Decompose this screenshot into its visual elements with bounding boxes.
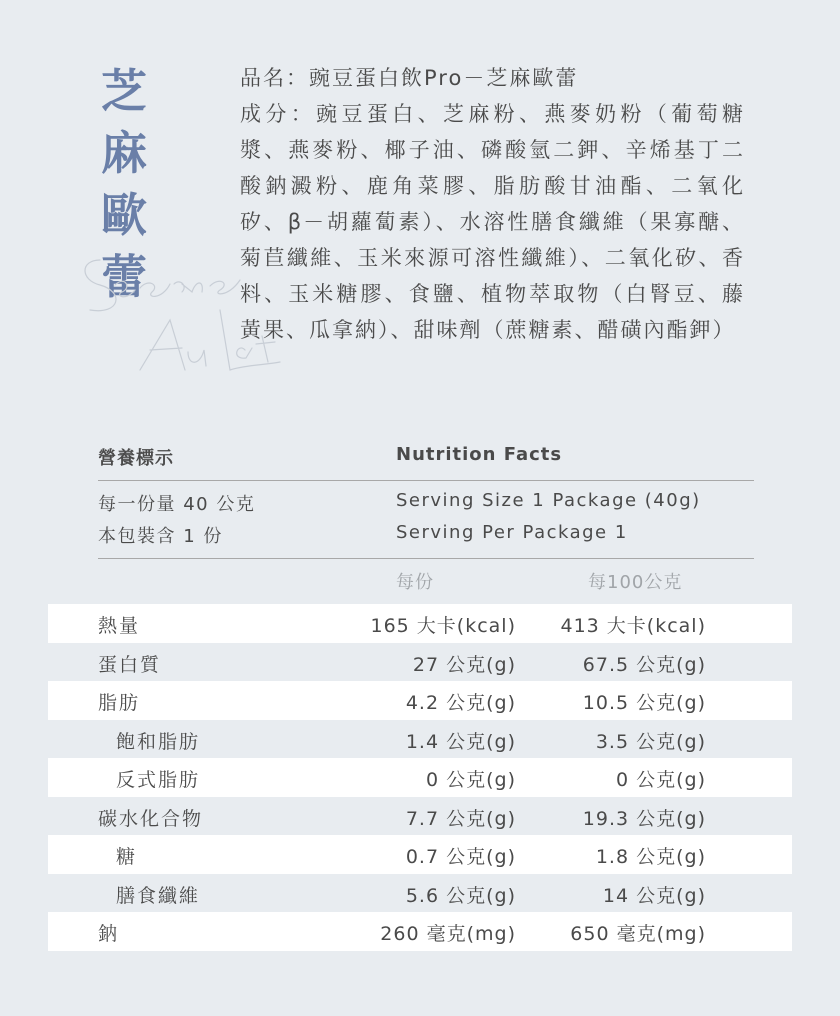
serving-info: [98, 482, 754, 559]
value-per-100g: 413 大卡(kcal): [560, 615, 706, 637]
nutrition-title-en: Nutrition Facts: [396, 444, 563, 465]
table-row: [48, 835, 792, 874]
value-per-100g: 0 公克(g): [615, 769, 706, 791]
nutrient-name: 糖: [116, 846, 138, 868]
nutrient-name: 飽和脂肪: [116, 730, 201, 753]
serving-size-zh: 每一份量 40 公克: [98, 494, 256, 515]
value-per-serving: 27 公克(g): [412, 653, 516, 676]
title-char: 芝: [101, 64, 147, 118]
table-row: [48, 681, 792, 720]
servings-en: Serving Per Package 1: [396, 522, 628, 543]
table-row: [48, 912, 792, 951]
value-per-serving: 260 毫克(mg): [380, 923, 516, 945]
title-char: 麻: [101, 126, 147, 180]
nutrition-table: [48, 604, 792, 951]
value-per-serving: 0 公克(g): [425, 769, 516, 791]
composition-text: 成分：豌豆蛋白、芝麻粉、燕麥奶粉（葡萄糖漿、燕麥粉、椰子油、磷酸氫二鉀、辛烯基丁二酸鈉澱粉、鹿角菜膠、脂肪酸甘油酯、二氧化矽、β－胡蘿蔔素）、水溶性膳食纖維（果寡醣、菊苣纖維、玉米來源可溶性纖維）、二氧化矽、香料、玉米糖膠、食鹽、植物萃取物（白腎豆、藤黃果、瓜拿納）、甜味劑（蔗糖素、醋磺內酯鉀）: [240, 102, 745, 342]
value-per-serving: 4.2 公克(g): [405, 692, 516, 714]
nutrient-name: 膳食纖維: [116, 884, 201, 907]
column-header-per-100g: 每100公克: [588, 572, 683, 593]
value-per-100g: 10.5 公克(g): [582, 692, 706, 714]
ingredients-block: [240, 60, 745, 348]
value-per-100g: 3.5 公克(g): [595, 730, 706, 753]
nutrient-name: 熱量: [98, 615, 141, 637]
serving-size-en: Serving Size 1 Package (40g): [396, 490, 701, 511]
value-per-serving: 7.7 公克(g): [405, 807, 516, 830]
value-per-serving: 5.6 公克(g): [405, 884, 516, 907]
table-row: [48, 720, 792, 759]
title-char: 歐: [101, 188, 147, 242]
column-header-per-serving: 每份: [396, 572, 434, 593]
value-per-serving: 165 大卡(kcal): [370, 615, 516, 637]
value-per-100g: 67.5 公克(g): [582, 653, 706, 676]
nutrient-name: 碳水化合物: [98, 807, 204, 830]
servings-zh: 本包裝含 1 份: [98, 526, 223, 547]
value-per-serving: 0.7 公克(g): [405, 846, 516, 868]
nutrition-title-zh: 營養標示: [98, 448, 174, 469]
table-row: [48, 758, 792, 797]
title-char: 蕾: [101, 250, 147, 304]
value-per-serving: 1.4 公克(g): [405, 730, 516, 753]
value-per-100g: 14 公克(g): [602, 884, 706, 907]
value-per-100g: 19.3 公克(g): [582, 807, 706, 830]
nutrient-name: 鈉: [98, 923, 120, 945]
table-row: [48, 797, 792, 836]
value-per-100g: 650 毫克(mg): [570, 923, 706, 945]
nutrient-name: 脂肪: [98, 692, 141, 714]
table-row: [48, 874, 792, 913]
nutrition-header: [98, 438, 754, 481]
value-per-100g: 1.8 公克(g): [595, 846, 706, 868]
table-row: [48, 643, 792, 682]
nutrient-name: 反式脂肪: [116, 769, 201, 791]
nutrient-name: 蛋白質: [98, 653, 162, 676]
table-row: [48, 604, 792, 643]
product-name-line: 品名：豌豆蛋白飲Pro－芝麻歐蕾: [240, 66, 579, 90]
